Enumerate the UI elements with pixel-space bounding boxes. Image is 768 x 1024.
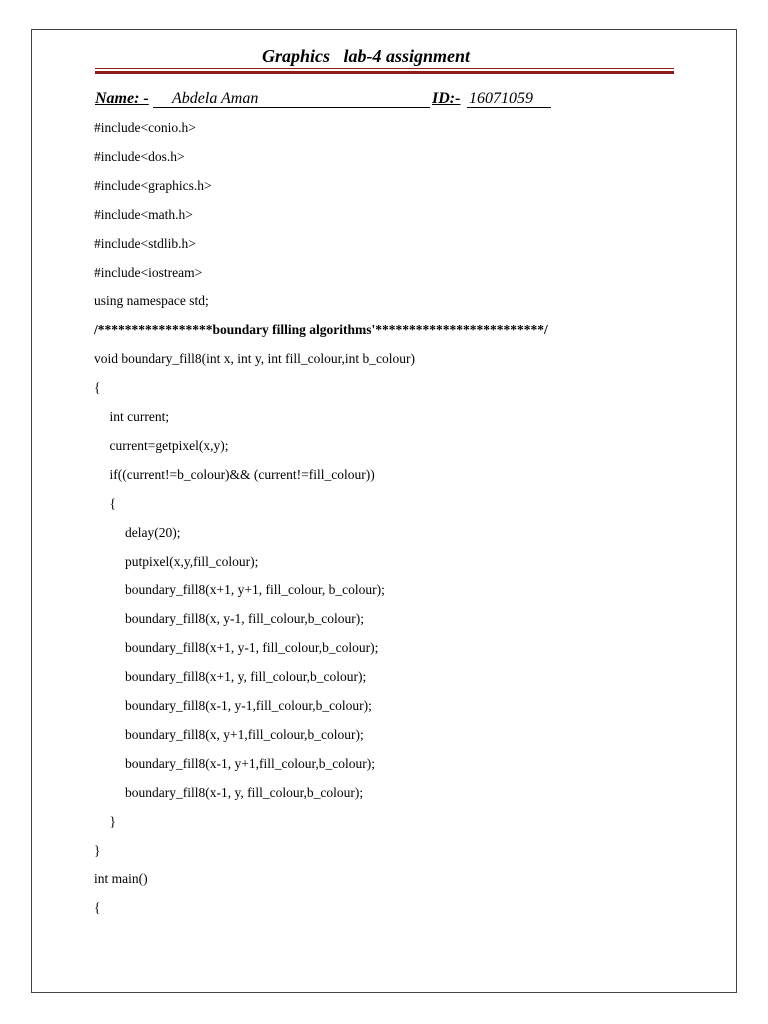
code-line: #include<dos.h>	[94, 148, 185, 164]
code-line: putpixel(x,y,fill_colour);	[125, 553, 259, 569]
name-underline	[153, 107, 430, 108]
code-line: current=getpixel(x,y);	[109, 437, 229, 453]
code-line: {	[94, 900, 101, 916]
code-line: {	[109, 495, 116, 511]
name-value: Abdela Aman	[172, 90, 259, 107]
code-line: /*****************boundary filling algorithms'*************************/	[94, 322, 548, 338]
code-line: boundary_fill8(x+1, y-1, fill_colour,b_colour);	[125, 640, 379, 656]
code-line: using namespace std;	[94, 293, 209, 309]
code-line: boundary_fill8(x-1, y-1,fill_colour,b_colour);	[125, 698, 372, 713]
title-rule-bottom	[95, 71, 674, 74]
code-line: boundary_fill8(x-1, y+1,fill_colour,b_colour);	[125, 755, 376, 771]
code-line: int main()	[94, 871, 148, 887]
code-line: }	[109, 813, 116, 829]
title-rule-top	[95, 68, 674, 69]
code-line: boundary_fill8(x-1, y, fill_colour,b_colour);	[125, 784, 364, 800]
code-line: {	[94, 380, 101, 396]
code-line: boundary_fill8(x, y-1, fill_colour,b_colour);	[125, 611, 365, 627]
id-underline	[467, 107, 551, 108]
code-line: boundary_fill8(x, y+1,fill_colour,b_colour);	[125, 726, 364, 742]
name-label: Name: -	[95, 90, 149, 107]
code-line: }	[94, 842, 101, 858]
code-line: boundary_fill8(x+1, y+1, fill_colour, b_colour);	[125, 582, 385, 598]
code-line: #include<stdlib.h>	[94, 235, 196, 251]
code-line: void boundary_fill8(int x, int y, int fill_colour,int b_colour)	[94, 351, 416, 367]
document-title: Graphics lab-4 assignment	[261, 46, 471, 66]
code-line: #include<conio.h>	[94, 120, 196, 135]
code-line: delay(20);	[125, 524, 181, 540]
code-line: boundary_fill8(x+1, y, fill_colour,b_colour);	[125, 669, 367, 685]
code-line: #include<graphics.h>	[94, 177, 212, 193]
student-info-row	[95, 88, 695, 110]
code-line: if((current!=b_colour)&& (current!=fill_colour))	[109, 466, 375, 482]
code-line: #include<iostream>	[94, 264, 203, 280]
code-line: int current;	[109, 409, 170, 424]
code-line: #include<math.h>	[94, 206, 193, 222]
page-border	[31, 29, 737, 993]
id-label: ID:-	[432, 90, 461, 107]
id-value: 16071059	[469, 90, 533, 107]
